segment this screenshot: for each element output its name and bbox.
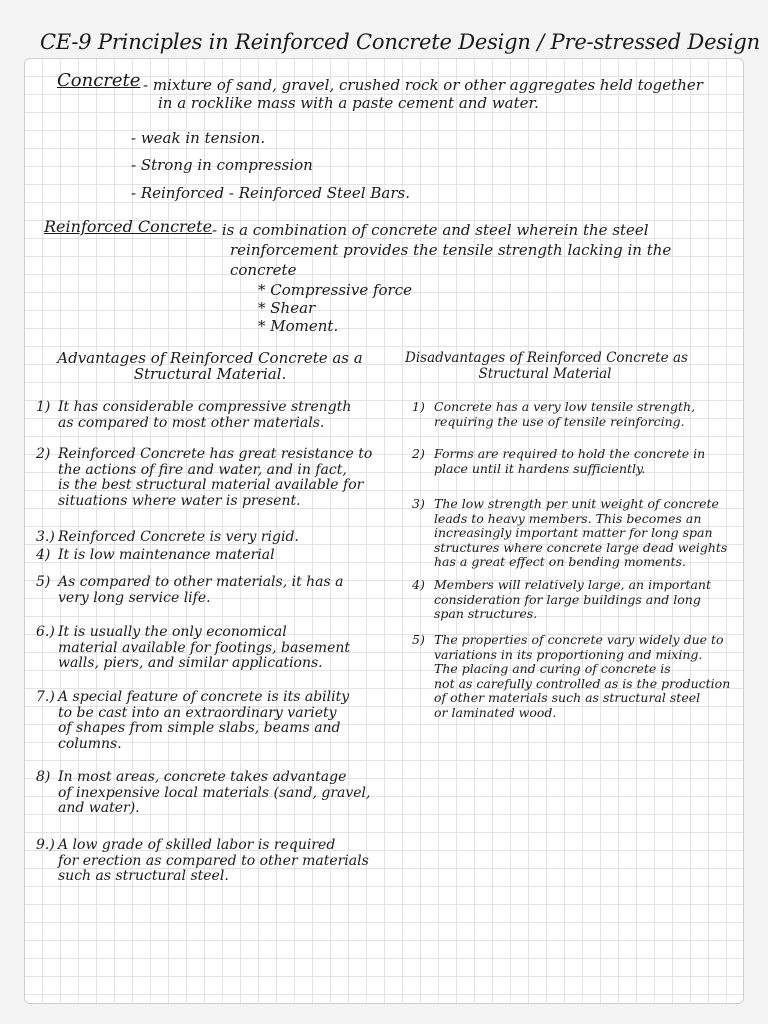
- concrete-definition-line2: in a rocklike mass with a paste cement and water.: [158, 94, 539, 112]
- item-line: for erection as compared to other materials: [58, 852, 369, 869]
- advantages-item: [36, 838, 369, 885]
- item-text: A low grade of skilled labor is required: [58, 837, 336, 853]
- reinforced-concrete-term: Reinforced Concrete: [44, 217, 213, 236]
- item-text: Forms are required to hold the concrete in: [434, 446, 706, 461]
- item-number: 3): [412, 496, 425, 511]
- item-number: 1): [412, 399, 425, 414]
- item-number: 3.): [36, 529, 55, 545]
- item-line: [36, 447, 372, 463]
- item-line: or laminated wood.: [434, 704, 557, 720]
- item-number: 2): [36, 446, 51, 462]
- item-number: 7.): [36, 689, 55, 705]
- disadvantages-heading-line1: Disadvantages of Reinforced Concrete as: [405, 350, 688, 366]
- item-text: Reinforced Concrete has great resistance to: [58, 446, 373, 462]
- item-number: 4): [412, 577, 425, 592]
- item-line: situations where water is present.: [58, 492, 301, 509]
- item-number: 2): [412, 446, 425, 461]
- disadvantages-item: [412, 400, 695, 429]
- item-text: The properties of concrete vary widely due to: [434, 632, 724, 647]
- item-line: [36, 575, 344, 591]
- concrete-bullet: - Strong in compression: [131, 156, 313, 174]
- rc-list-item: * Compressive force: [258, 281, 412, 299]
- item-line: [412, 578, 711, 593]
- page-title: CE-9 Principles in Reinforced Concrete Design / Pre-stressed Design: [40, 30, 760, 54]
- item-line: [36, 548, 275, 564]
- item-line: leads to heavy members. This becomes an: [434, 510, 702, 526]
- item-line: has a great effect on bending moments.: [434, 554, 686, 570]
- item-line: requiring the use of tensile reinforcing.: [434, 413, 685, 429]
- item-line: as compared to most other materials.: [58, 414, 325, 431]
- item-number: 4): [36, 547, 51, 563]
- item-line: such as structural steel.: [58, 868, 229, 884]
- advantages-heading: [50, 350, 370, 382]
- advantages-item: [36, 400, 351, 431]
- item-line: [412, 447, 705, 462]
- item-line: consideration for large buildings and long: [434, 591, 701, 607]
- item-line: variations in its proportioning and mixing.: [434, 646, 703, 662]
- concrete-term: Concrete: [57, 70, 141, 91]
- item-number: 5): [36, 574, 51, 590]
- item-line: very long service life.: [58, 589, 211, 606]
- item-line: not as carefully controlled as is the production: [434, 675, 731, 691]
- item-number: 8): [36, 769, 51, 785]
- item-number: 6.): [36, 624, 55, 640]
- advantages-item: [36, 530, 299, 546]
- item-line: material available for footings, basement: [58, 639, 350, 656]
- rc-list-item: * Moment.: [258, 317, 339, 335]
- item-line: of inexpensive local materials (sand, gravel,: [58, 784, 371, 801]
- advantages-item: [36, 690, 349, 752]
- item-line: of shapes from simple slabs, beams and: [58, 720, 341, 736]
- item-line: walls, piers, and similar applications.: [58, 655, 323, 671]
- item-text: Reinforced Concrete is very rigid.: [58, 529, 299, 545]
- rc-definition-line1: - is a combination of concrete and steel wherein the steel: [212, 221, 649, 239]
- item-line: the actions of fire and water, and in fact,: [58, 461, 347, 478]
- advantages-heading-line2: Structural Material.: [133, 365, 287, 383]
- disadvantages-item: [412, 633, 730, 721]
- item-line: structures where concrete large dead weights: [434, 539, 728, 555]
- item-line: columns.: [58, 735, 122, 752]
- advantages-item: [36, 625, 350, 672]
- item-number: 9.): [36, 837, 55, 853]
- item-text: A special feature of concrete is its ability: [58, 689, 350, 705]
- item-line: [36, 838, 369, 854]
- item-text: Concrete has a very low tensile strength,: [434, 399, 696, 414]
- disadvantages-item: [412, 578, 711, 622]
- advantages-item: [36, 548, 275, 564]
- item-line: [412, 633, 730, 648]
- item-line: [36, 770, 370, 786]
- advantages-item: [36, 447, 372, 509]
- item-line: [36, 690, 349, 706]
- item-line: [36, 530, 299, 546]
- item-line: [412, 400, 695, 415]
- item-text: It is usually the only economical: [58, 624, 287, 640]
- item-line: [36, 400, 351, 416]
- advantages-heading-line1: Advantages of Reinforced Concrete as a: [57, 349, 363, 367]
- item-line: place until it hardens sufficiently.: [434, 460, 646, 476]
- item-number: 5): [412, 632, 425, 647]
- concrete-definition-line1: - mixture of sand, gravel, crushed rock or other aggregates held together: [143, 76, 703, 94]
- advantages-item: [36, 770, 370, 817]
- item-line: span structures.: [434, 606, 538, 622]
- item-line: [412, 497, 727, 512]
- item-line: increasingly important matter for long span: [434, 525, 713, 541]
- item-line: is the best structural material available for: [58, 477, 364, 493]
- item-text: Members will relatively large, an important: [434, 577, 711, 592]
- disadvantages-heading: [405, 350, 688, 382]
- item-text: In most areas, concrete takes advantage: [58, 769, 347, 785]
- item-text: It has considerable compressive strength: [58, 399, 352, 415]
- concrete-bullet: - weak in tension.: [131, 129, 266, 147]
- item-line: and water).: [58, 800, 140, 816]
- item-line: of other materials such as structural steel: [434, 690, 701, 706]
- rc-list-item: * Shear: [258, 299, 316, 317]
- rc-definition-line3: concrete: [230, 261, 297, 279]
- item-text: As compared to other materials, it has a: [58, 574, 344, 590]
- item-line: [36, 625, 350, 641]
- item-line: The placing and curing of concrete is: [434, 661, 671, 677]
- item-text: It is low maintenance material: [58, 547, 275, 563]
- disadvantages-item: [412, 447, 705, 476]
- item-number: 1): [36, 399, 51, 415]
- item-text: The low strength per unit weight of concrete: [434, 496, 719, 511]
- concrete-bullet: - Reinforced - Reinforced Steel Bars.: [131, 184, 410, 202]
- disadvantages-item: [412, 497, 727, 570]
- item-line: to be cast into an extraordinary variety: [58, 704, 337, 721]
- advantages-item: [36, 575, 344, 606]
- rc-definition-line2: reinforcement provides the tensile strength lacking in the: [230, 241, 672, 259]
- disadvantages-heading-line2: Structural Material: [478, 366, 612, 382]
